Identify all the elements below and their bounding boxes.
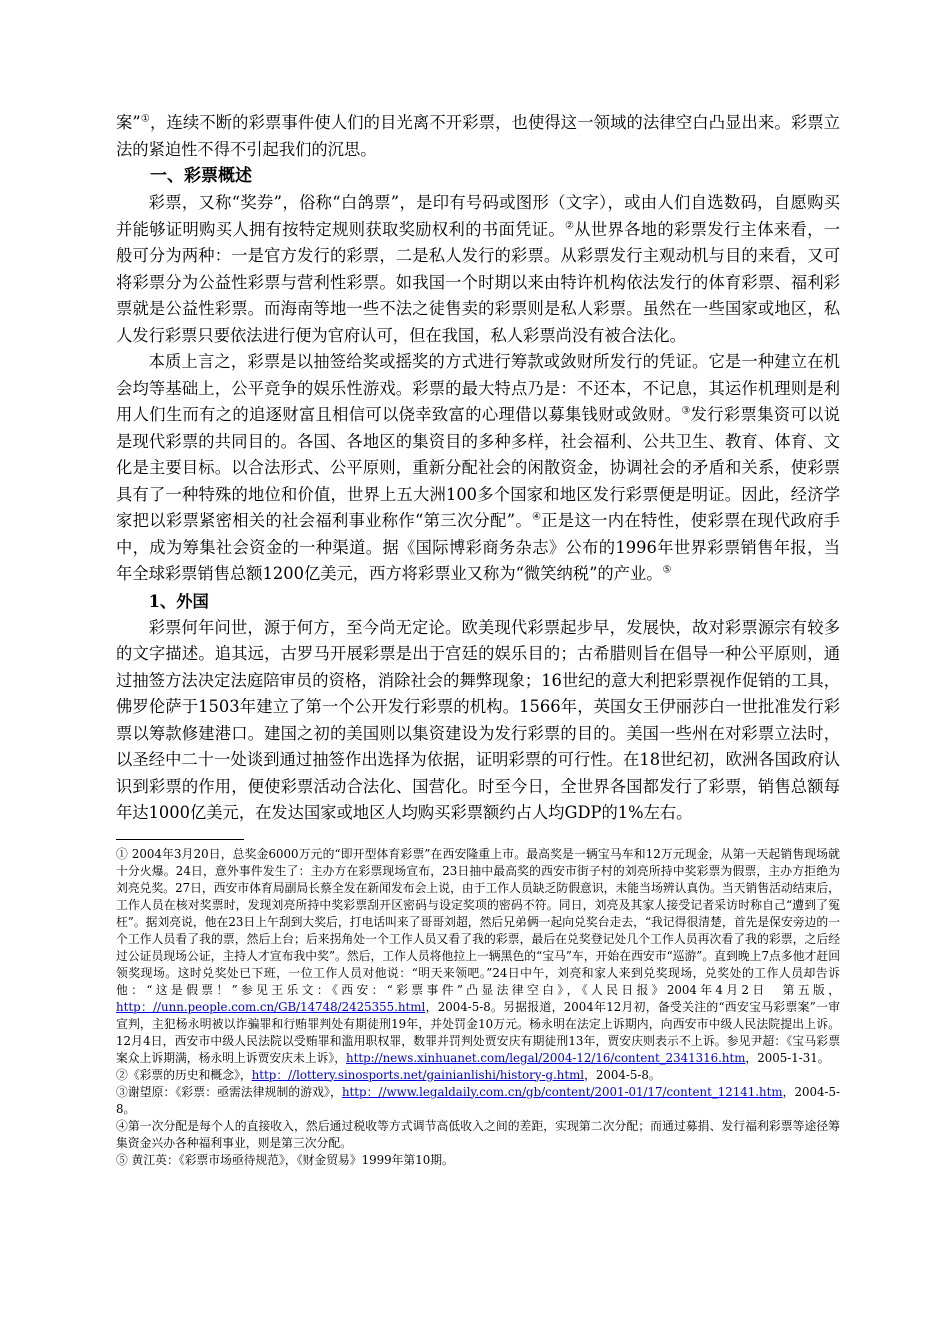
footnote-1-link-2[interactable]: http://news.xinhuanet.com/legal/2004-12/16/content_2341316.htm <box>346 1050 746 1065</box>
footnote-ref-3[interactable]: ③ <box>681 405 691 417</box>
s1p2-text-a: 本质上言之，彩票是以抽签给奖或摇奖的方式进行筹款或敛财所发行的凭证。它是一种建立在机会均等基础上，公平竞争的娱乐性游戏。彩票的最大特点乃是：不还本，不记息，其运作机理则是利用人们生而有之的追逐财富且相信可以侥幸致富的心理借以募集钱财或敛财。 <box>116 352 840 424</box>
subsection1-paragraph-1: 彩票何年问世，源于何方，至今尚无定论。欧美现代彩票起步早，发展快，故对彩票源宗有较多的文字描述。追其远，古罗马开展彩票是出于宫廷的娱乐目的；古希腊则旨在倡导一种公平原则，通过抽签方法决定法庭陪审员的资格，消除社会的舞弊现象；16世纪的意大利把彩票视作促销的工具，佛罗伦萨于1503年建立了第一个公开发行彩票的机构。1566年，英国女王伊丽莎白一世批准发行彩票以筹款修建港口。建国之初的美国则以集资建设为发行彩票的目的。美国一些州在对彩票立法时，以圣经中二十一处谈到通过抽签作出选择为依据，证明彩票的可行性。在18世纪初，欧洲各国政府认识到彩票的作用，便使彩票活动合法化、国营化。时至今日，全世界各国都发行了彩票，销售总额每年达1000亿美元，在发达国家或地区人均购买彩票额约占人均GDP的1%左右。 <box>116 617 840 822</box>
footnote-2-text-b: ，2004-5-8。 <box>584 1067 661 1082</box>
footnote-2-link[interactable]: http：//lottery.sinosports.net/gainianlishi/history-g.html <box>251 1067 585 1082</box>
footnote-2-mark: ② <box>116 1067 128 1082</box>
intro-text-a: 案” <box>116 113 141 132</box>
intro-text-b: ，连续不断的彩票事件使人们的目光离不开彩票，也使得这一领域的法律空白凸显出来。彩票立法的紧迫性不得不引起我们的沉思。 <box>116 113 840 159</box>
footnote-1 <box>116 846 840 1067</box>
footnote-1-link-1[interactable]: http：//unn.people.com.cn/GB/14748/2425355.html <box>116 999 426 1014</box>
footnote-2-text-a: 《彩票的历史和概念》， <box>127 1067 252 1082</box>
s1p1-text-b: 从世界各地的彩票发行主体来看，一般可分为两种：一是官方发行的彩票，二是私人发行的彩票。从彩票发行主观动机与目的来看，又可将彩票分为公益性彩票与营利性彩票。如我国一个时期以来由特许机构依法发行的体育彩票、福利彩票就是公益性彩票。而海南等地一些不法之徒售卖的彩票则是私人彩票。虽然在一些国家或地区，私人发行彩票只要依法进行便为官府认可，但在我国，私人彩票尚没有被合法化。 <box>116 219 840 345</box>
footnote-3 <box>116 1084 840 1118</box>
footnote-1-text-b: ，2004-5-8。另据报道，2004年12月初，备受关注的“西安宝马彩票案”一审宣判，主犯杨永明被以诈骗罪和行贿罪判处有期徒刑19年，并处罚金10万元。杨永明在法定上诉期内，向西安市中级人民法院提出上诉。12月4日，西安市中级人民法院以受贿罪和滥用职权罪，数罪并罚判处贾安庆有期徒刑13年，贾安庆则表示不上诉。参见尹超：《宝马彩票案众上诉期满，杨永明上诉贾安庆未上诉》， <box>116 999 841 1065</box>
section-heading: 一、彩票概述 <box>150 166 252 186</box>
footnote-5-mark: ⑤ <box>116 1152 128 1167</box>
footnote-ref-1[interactable]: ① <box>140 113 151 125</box>
footnotes <box>116 846 840 1169</box>
section1-paragraph-2 <box>116 349 840 588</box>
footnote-1-text-c: ，2005-1-31。 <box>745 1050 830 1065</box>
section1-paragraph-1 <box>116 190 840 349</box>
intro-paragraph <box>116 110 840 163</box>
footnote-3-text-b: ，2004-5-8。 <box>116 1084 841 1116</box>
footnote-2 <box>116 1067 840 1084</box>
document-page <box>116 110 840 1169</box>
footnote-3-link[interactable]: http：//www.legaldaily.com.cn/gb/content/2001-01/17/content_12141.htm <box>341 1084 783 1099</box>
s1p1-text-a: 彩票，又称“奖券”，俗称“白鸽票”，是印有号码或图形（文字），或由人们自选数码，自愿购买并能够证明购买人拥有按特定规则获取奖励权利的书面凭证。 <box>116 193 840 239</box>
main-text <box>116 110 840 827</box>
footnote-3-text-a: 谢望原：《彩票：亟需法律规制的游戏》， <box>127 1084 342 1099</box>
footnote-ref-5[interactable]: ⑤ <box>662 564 672 576</box>
subsection-heading: 1、外国 <box>148 591 209 611</box>
footnote-4-mark: ④ <box>116 1118 128 1133</box>
s1p2-text-b: 发行彩票集资可以说是现代彩票的共同目的。各国、各地区的集资目的多种多样，社会福利、公共卫生、教育、体育、文化是主要目标。以合法形式、公平原则，重新分配社会的闲散资金，协调社会的矛盾和关系，使彩票具有了一种特殊的地位和价值，世界上五大洲100多个国家和地区发行彩票便是明证。因此，经济学家把以彩票紧密相关的社会福利事业称作“第三次分配”。 <box>116 405 840 530</box>
footnote-1-text-a: 2004年3月20日，总奖金6000万元的“即开型体育彩票”在西安隆重上市。最高奖是一辆宝马车和12万元现金，从第一天起销售现场就十分火爆。24日，意外事件发生了：主办方在彩票现场宣布，23日抽中最高奖的西安市街子村的刘亮所持中奖彩票为假票，主办方拒绝为刘亮兑奖。27日，西安市体育局副局长蔡全发在新闻发布会上说，由于工作人员缺乏防假意识，未能当场辨认真伪。当天销售活动结束后，工作人员在核对奖票时，发现刘亮所持中奖彩票刮开区密码与设定奖项的密码不符。同日，刘亮及其家人接受记者采访时称自己“遭到了冤枉”。据刘亮说，他在23日上午刮到大奖后，打电话叫来了哥哥刘超，然后兄弟俩一起向兑奖台走去，“我记得很清楚，首先是保安旁边的一个工作人员看了我的票，然后上台；后来拐角处一个工作人员又看了我的彩票，最后在兑奖登记处几个工作人员再次看了我的彩票，之后经过公证员现场公证，主持人才宣布我中奖”。然后，工作人员将他拉上一辆黑色的“宝马”车，开始在西安市“巡游”。直到晚上7点多他才赶回领奖现场。这时兑奖处已下班，一位工作人员对他说：“明天来领吧。”24日中午，刘亮和家人来到兑奖现场，兑奖处的工作人员却告诉他：“这是假票！”参见王乐文：《西安：“彩票事件”凸显法律空白》，《人民日报》2004年4月2日 第五版， <box>116 846 840 997</box>
s1p2-text-c: 正是这一内在特性，使彩票在现代政府手中，成为筹集社会资金的一种渠道。据《国际博彩商务杂志》公布的1996年世界彩票销售年报，当年全球彩票销售总额1200亿美元，西方将彩票业又称为“微笑纳税”的产业。 <box>116 511 840 583</box>
footnote-4-text: 第一次分配是每个人的直接收入，然后通过税收等方式调节高低收入之间的差距，实现第二次分配；而通过募捐、发行福利彩票等途径筹集资金兴办各种福利事业，则是第三次分配。 <box>116 1118 840 1150</box>
footnote-5-text: 黄江英：《彩票市场亟待规范》，《财金贸易》1999年第10期。 <box>127 1152 454 1167</box>
footnote-ref-4[interactable]: ④ <box>532 511 542 523</box>
footnote-ref-2[interactable]: ② <box>564 220 575 232</box>
footnote-separator <box>116 839 244 840</box>
footnote-3-mark: ③ <box>116 1084 128 1099</box>
footnote-4 <box>116 1118 840 1152</box>
footnote-5 <box>116 1152 840 1169</box>
footnote-1-mark: ① <box>116 846 128 861</box>
